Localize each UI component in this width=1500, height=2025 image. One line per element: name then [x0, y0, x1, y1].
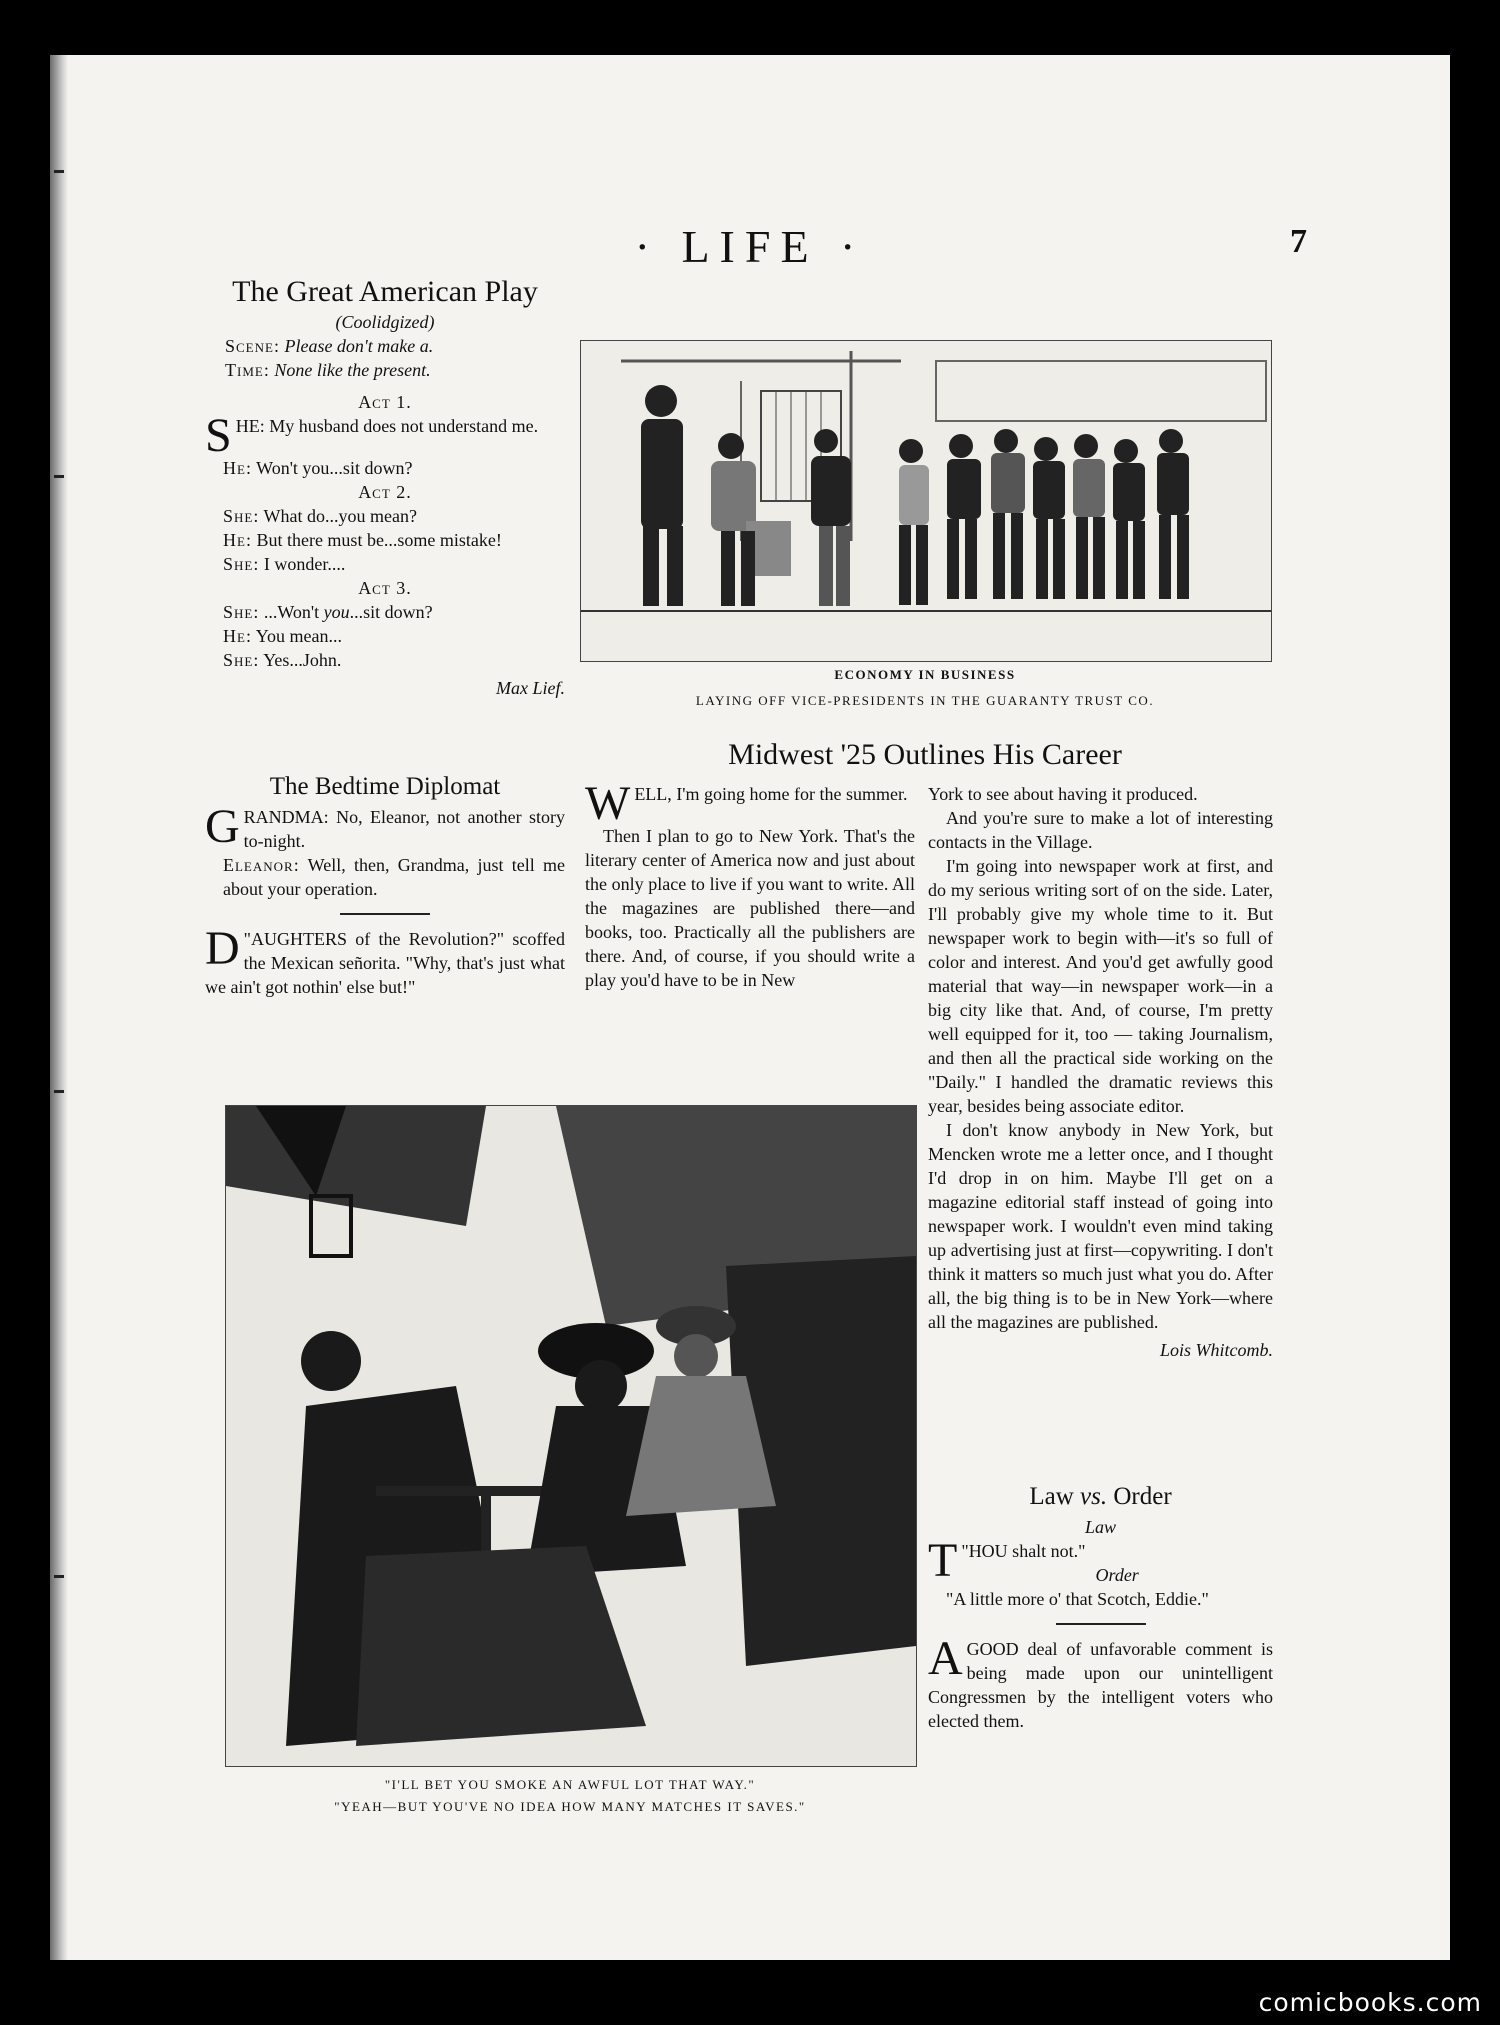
play-act2-she2: She: I wonder.... — [223, 554, 346, 574]
play-act1-he: He: Won't you...sit down? — [223, 458, 413, 478]
play-act1: Act 1. — [358, 392, 412, 412]
magazine-page — [50, 55, 1450, 1960]
midwest-p1: WELL, I'm going home for the summer. — [585, 777, 908, 830]
cartoon2-caption — [225, 1777, 915, 1815]
midwest-column-1 — [585, 777, 915, 992]
play-act2-he: He: But there must be...some mistake! — [223, 530, 502, 550]
play-article — [205, 275, 565, 700]
play-act3-he: He: You mean... — [223, 626, 342, 646]
midwest-p5: I'm going into newspaper work at first, and do my serious writing sort of on the side. Later, I'll probably give my whole time to it. But newspaper work to begin with—it's so full of color and interest. And you'd get awfully good material that way—in newspaper work—in a big city like that. And, of course, I'm pretty well equipped for it, too — taking Journalism, and then all the practical side working on the "Daily." I handled the dramatic reviews this year, besides being associate editor. — [928, 856, 1273, 1116]
midwest-author: Lois Whitcomb. — [1159, 1340, 1273, 1360]
cartoon1-caption — [580, 667, 1270, 709]
cartoon1-caption-title: ECONOMY IN BUSINESS — [834, 667, 1016, 682]
divider-rule — [340, 913, 430, 915]
cartoon-matches — [225, 1105, 917, 1767]
play-subtitle: (Coolidgized) — [335, 312, 435, 332]
play-act1-she: SHE: My husband does not understand me. — [205, 409, 539, 462]
watermark: comicbooks.com — [1258, 1988, 1482, 2017]
divider-rule-2 — [1056, 1623, 1146, 1625]
midwest-title: Midwest '25 Outlines His Career — [728, 738, 1122, 771]
cartoon2-caption-2: "YEAH—BUT YOU'VE NO IDEA HOW MANY MATCHES IT SAVES." — [334, 1799, 806, 1814]
bedtime-article — [205, 775, 565, 999]
masthead: · LIFE · — [634, 221, 866, 272]
midwest-column-2 — [928, 782, 1273, 1362]
cartoon1-caption-sub: LAYING OFF VICE-PRESIDENTS IN THE GUARANTY TRUST CO. — [695, 693, 1155, 708]
cartoon-illustration — [581, 341, 1271, 661]
cartoon2-illustration — [226, 1106, 916, 1766]
midwest-p4: And you're sure to make a lot of interesting contacts in the Village. — [928, 808, 1273, 852]
play-act3-she: She: ...Won't you...sit down? — [223, 602, 433, 622]
bedtime-line1: GRANDMA: No, Eleanor, not another story to-night. — [205, 800, 565, 853]
order-label: Order — [1095, 1565, 1139, 1585]
cartoon2-caption-1: "I'LL BET YOU SMOKE AN AWFUL LOT THAT WAY." — [384, 1777, 756, 1792]
congress-joke: AGOOD deal of unfavorable comment is being made upon our unintelligent Congressmen by the intelligent voters who elected them. — [928, 1632, 1273, 1731]
play-act2-she: She: What do...you mean? — [223, 506, 417, 526]
law-title: Law vs. Order — [1029, 1483, 1172, 1510]
play-act2: Act 2. — [358, 482, 412, 502]
cartoon-economy-in-business — [580, 340, 1272, 662]
daughters-joke: " D AUGHTERS of the Revolution?" scoffed the Mexican señorita. "Why, that's just what we ain't got nothin' else but!" — [205, 922, 565, 997]
play-act3: Act 3. — [358, 578, 412, 598]
play-author: Max Lief. — [496, 678, 565, 698]
order-text: "A little more o' that Scotch, Eddie." — [946, 1589, 1209, 1609]
midwest-p2: Then I plan to go to New York. That's the literary center of America now and just about the only place to live if you want to write. All the magazines are published there—and books, too. Practically all the publishers are there. And, of course, if you should write a play you'd have to be in New — [585, 826, 915, 990]
play-time: Time: None like the present. — [225, 360, 431, 380]
bedtime-title: The Bedtime Diplomat — [269, 773, 501, 800]
play-scene: Scene: Please don't make a. — [225, 336, 434, 356]
law-vs-order — [928, 1485, 1273, 1733]
play-title: The Great American Play — [232, 275, 538, 308]
page-number: 7 — [1290, 223, 1307, 260]
midwest-p3: York to see about having it produced. — [928, 784, 1198, 804]
law-label: Law — [1084, 1517, 1117, 1537]
law-text: " T HOU shalt not." — [928, 1534, 1086, 1587]
midwest-p6: I don't know anybody in New York, but Mencken wrote me a letter once, and I thought I'd drop in on him. Maybe I'll get on a magazine editorial staff instead of going into newspaper work. I wouldn't even mind taking up advertising just at first—copywriting. I don't think it matters so much just what you do. After all, the big thing is to be in New York—where all the magazines are published. — [928, 1120, 1273, 1332]
binding-gutter — [50, 55, 68, 1960]
play-act3-she2: She: Yes...John. — [223, 650, 342, 670]
bedtime-line2: Eleanor: Well, then, Grandma, just tell me about your operation. — [223, 855, 565, 899]
